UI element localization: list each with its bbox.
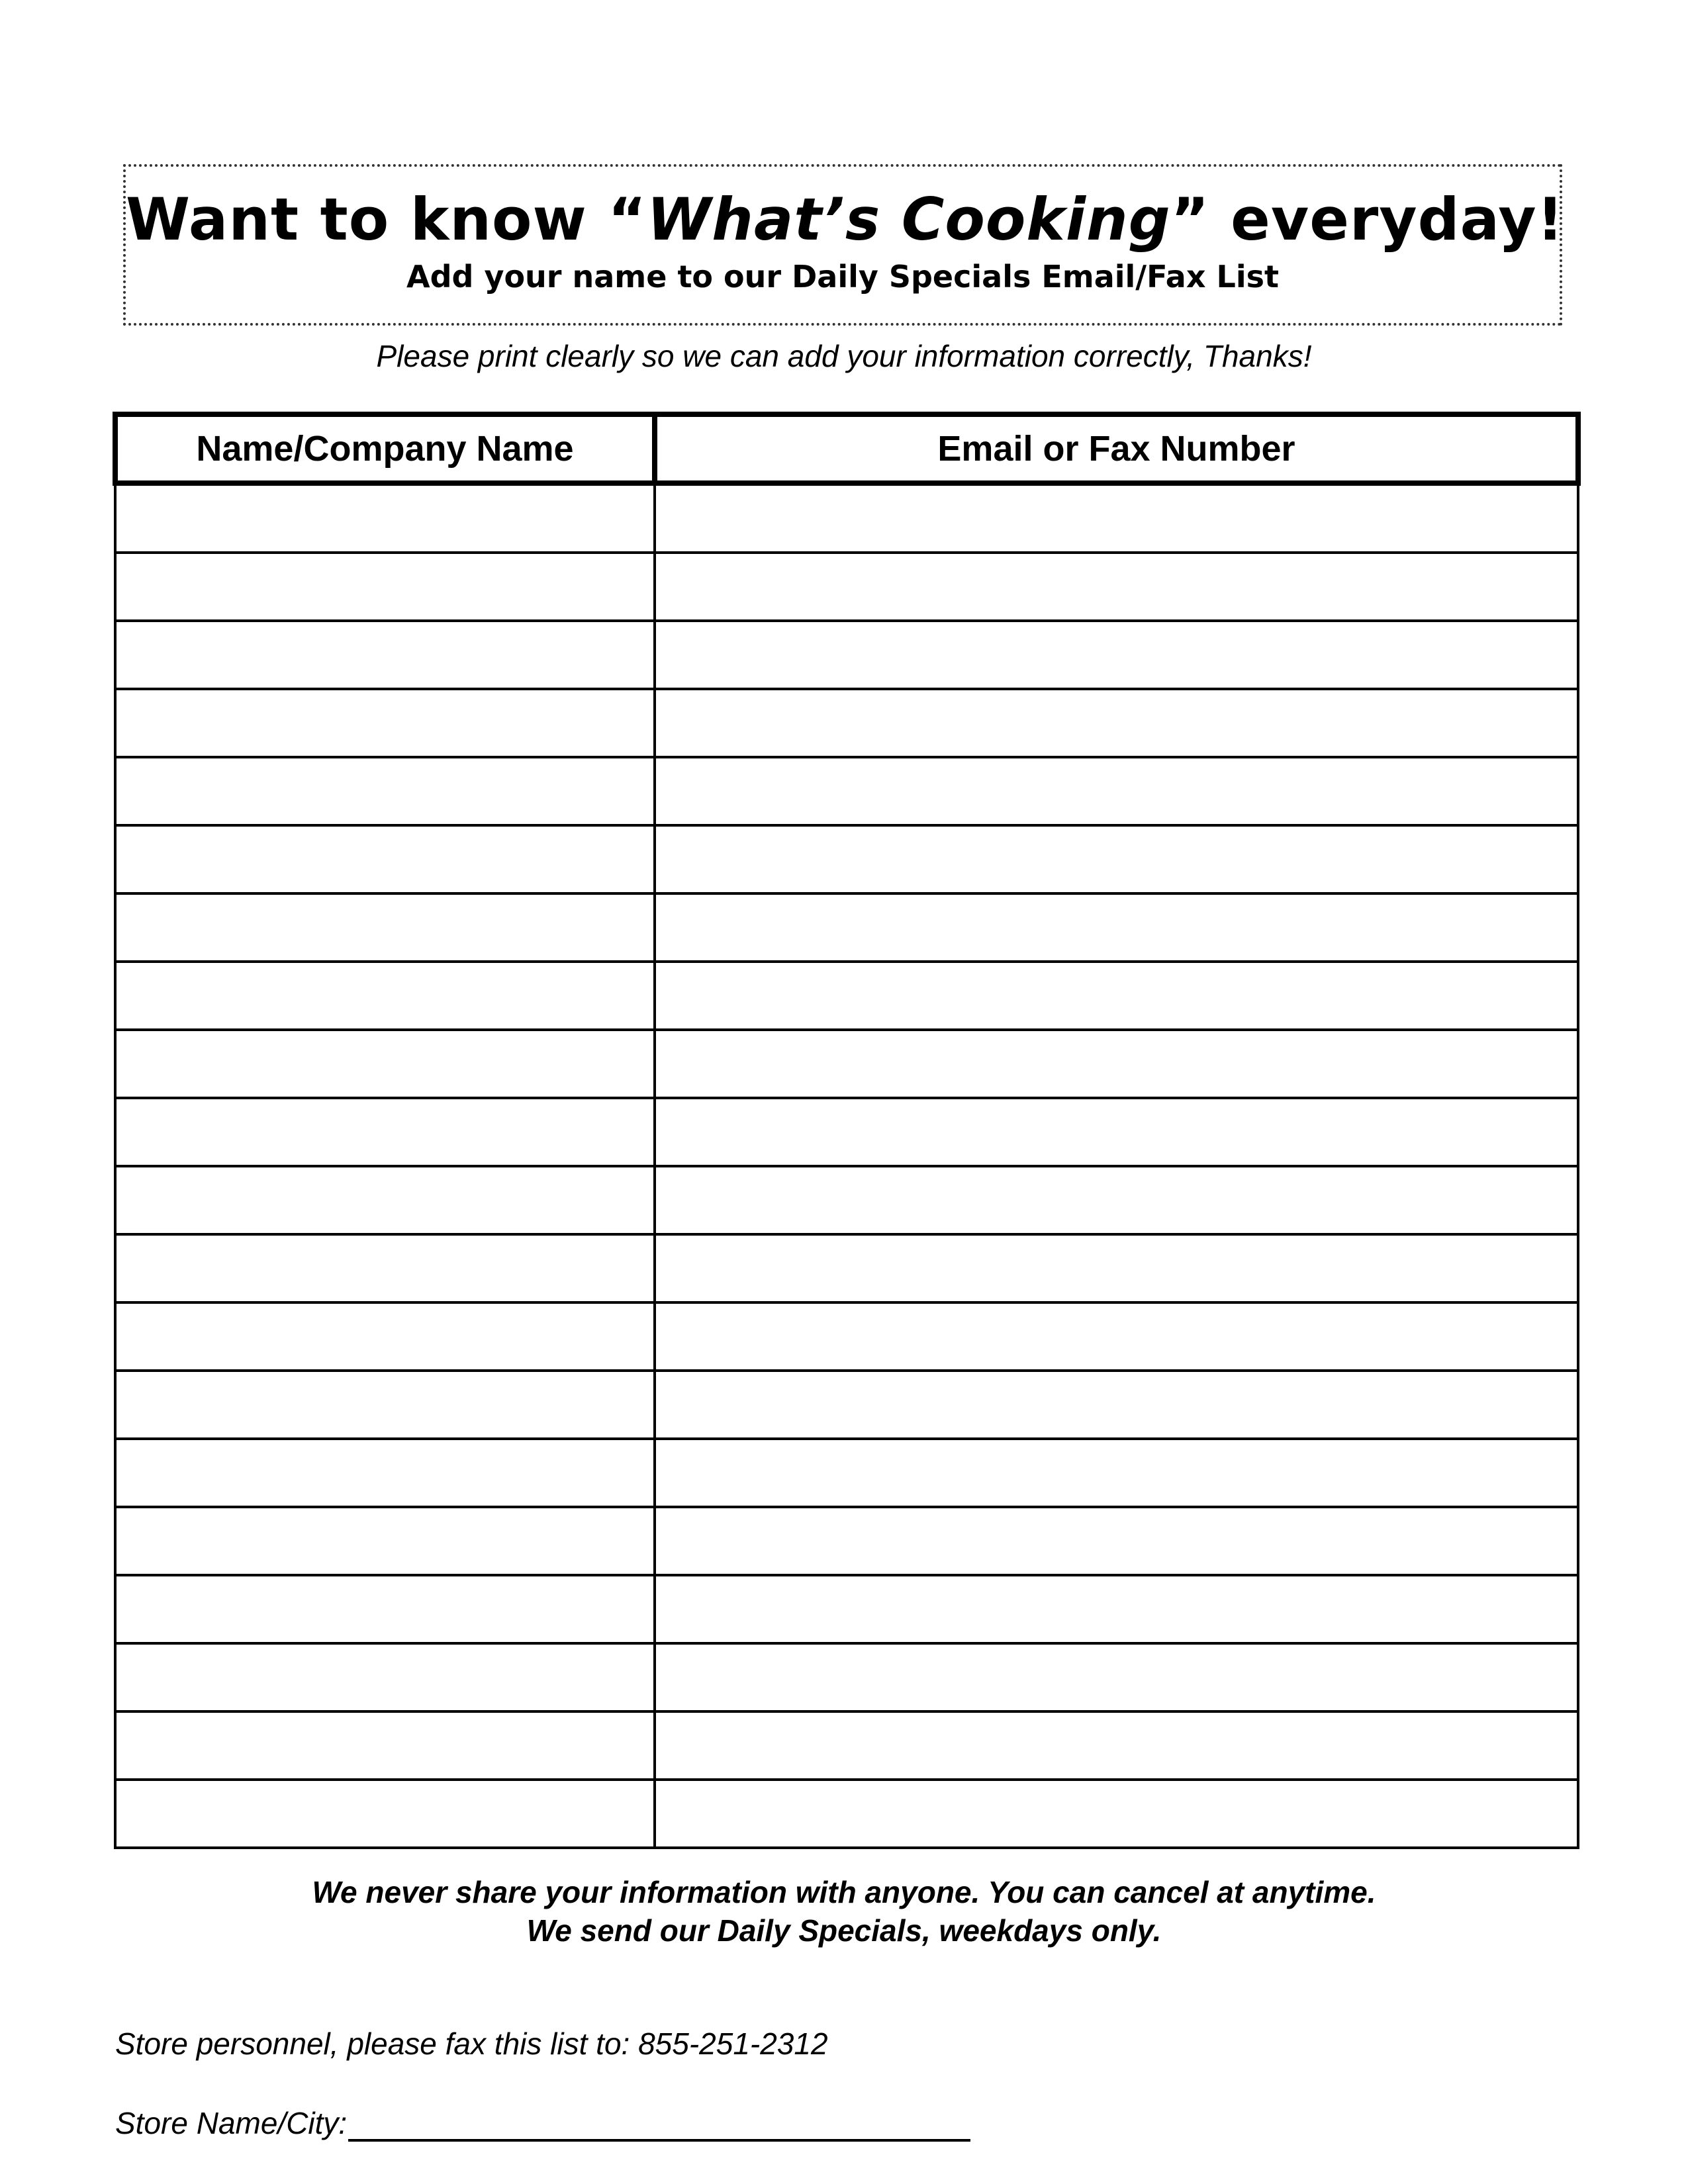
contact-cell[interactable] — [655, 1098, 1578, 1166]
contact-cell[interactable] — [655, 621, 1578, 689]
privacy-notice — [0, 1873, 1688, 1950]
contact-cell[interactable] — [655, 757, 1578, 825]
table-row — [115, 1780, 1578, 1848]
signup-table — [113, 412, 1581, 1849]
name-cell[interactable] — [115, 1711, 655, 1780]
contact-cell[interactable] — [655, 1439, 1578, 1507]
name-cell[interactable] — [115, 962, 655, 1030]
contact-cell[interactable] — [655, 1234, 1578, 1302]
name-cell[interactable] — [115, 1371, 655, 1439]
contact-cell[interactable] — [655, 1030, 1578, 1098]
table-row — [115, 1371, 1578, 1439]
contact-cell[interactable] — [655, 1302, 1578, 1371]
table-row — [115, 962, 1578, 1030]
table-row — [115, 553, 1578, 621]
table-row — [115, 825, 1578, 893]
header-box — [123, 164, 1562, 326]
name-cell[interactable] — [115, 1166, 655, 1234]
table-row — [115, 1166, 1578, 1234]
contact-cell[interactable] — [655, 893, 1578, 962]
privacy-line-1: We never share your information with anyone. You can cancel at anytime. — [312, 1875, 1376, 1909]
table-row — [115, 621, 1578, 689]
headline-start: Want to know “ — [126, 185, 647, 253]
contact-cell[interactable] — [655, 1371, 1578, 1439]
table-row — [115, 893, 1578, 962]
contact-cell[interactable] — [655, 1711, 1578, 1780]
table-row — [115, 1643, 1578, 1711]
name-cell[interactable] — [115, 689, 655, 757]
name-cell[interactable] — [115, 483, 655, 553]
table-row — [115, 1234, 1578, 1302]
contact-cell[interactable] — [655, 553, 1578, 621]
name-cell[interactable] — [115, 1030, 655, 1098]
contact-cell[interactable] — [655, 1643, 1578, 1711]
name-cell[interactable] — [115, 621, 655, 689]
name-cell[interactable] — [115, 1643, 655, 1711]
name-cell[interactable] — [115, 1439, 655, 1507]
headline-end: ” everyday! — [1170, 185, 1564, 253]
contact-cell[interactable] — [655, 689, 1578, 757]
name-cell[interactable] — [115, 825, 655, 893]
name-cell[interactable] — [115, 893, 655, 962]
name-cell[interactable] — [115, 1302, 655, 1371]
contact-cell[interactable] — [655, 1780, 1578, 1848]
contact-cell[interactable] — [655, 962, 1578, 1030]
name-cell[interactable] — [115, 757, 655, 825]
fax-instruction: Store personnel, please fax this list to: 855-251-2312 — [115, 2026, 828, 2061]
table-row — [115, 1302, 1578, 1371]
table-row — [115, 1439, 1578, 1507]
headline — [126, 185, 1564, 253]
column-header-name: Name/Company Name — [115, 414, 655, 483]
name-cell[interactable] — [115, 1780, 655, 1848]
privacy-line-2: We send our Daily Specials, weekdays only. — [526, 1913, 1162, 1948]
name-cell[interactable] — [115, 1098, 655, 1166]
table-header-row — [115, 414, 1578, 483]
name-cell[interactable] — [115, 1575, 655, 1643]
store-name-blank[interactable] — [348, 2109, 970, 2142]
subheadline: Add your name to our Daily Specials Email/Fax List — [406, 259, 1279, 295]
table-row — [115, 1507, 1578, 1575]
table-row — [115, 757, 1578, 825]
table-row — [115, 1098, 1578, 1166]
headline-emphasis: What’s Cooking — [647, 185, 1171, 253]
column-header-contact: Email or Fax Number — [655, 414, 1578, 483]
table-row — [115, 1711, 1578, 1780]
contact-cell[interactable] — [655, 483, 1578, 553]
contact-cell[interactable] — [655, 1166, 1578, 1234]
store-name-line — [115, 2105, 970, 2142]
contact-cell[interactable] — [655, 1507, 1578, 1575]
store-name-label: Store Name/City: — [115, 2106, 348, 2140]
table-row — [115, 689, 1578, 757]
signup-rows — [115, 483, 1578, 1848]
contact-cell[interactable] — [655, 825, 1578, 893]
contact-cell[interactable] — [655, 1575, 1578, 1643]
name-cell[interactable] — [115, 1507, 655, 1575]
instruction-text: Please print clearly so we can add your information correctly, Thanks! — [376, 339, 1312, 373]
name-cell[interactable] — [115, 553, 655, 621]
table-row — [115, 483, 1578, 553]
table-row — [115, 1030, 1578, 1098]
table-row — [115, 1575, 1578, 1643]
name-cell[interactable] — [115, 1234, 655, 1302]
